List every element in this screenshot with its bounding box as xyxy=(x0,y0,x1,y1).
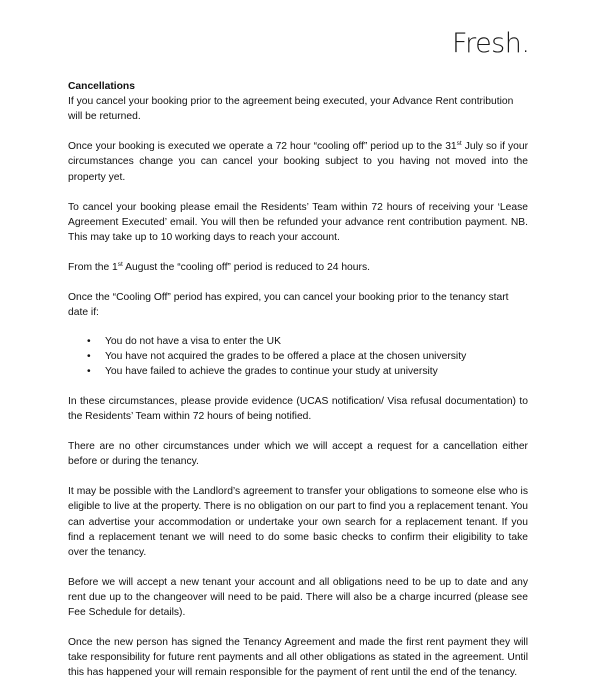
ordinal-suffix: st xyxy=(456,140,462,148)
section-heading: Cancellations xyxy=(68,81,135,92)
paragraph-cancel-email: To cancel your booking please email the Residents’ Team within 72 hours of receiving your ‘Lease Agreement Executed’ email. You will then be refunded your advance rent contribution payment. NB. This may take up to 10 working days to reach your account. xyxy=(68,201,528,243)
paragraph-text: August the “cooling off” period is reduced to 24 hours. xyxy=(122,262,370,274)
list-item-text: You do not have a visa to enter the UK xyxy=(105,335,281,347)
bullet-icon: • xyxy=(87,365,91,377)
paragraph-text: From the 1 xyxy=(68,262,118,274)
document-body xyxy=(68,79,528,696)
paragraph-no-other: There are no other circumstances under which we will accept a request for a cancellation either before or during the tenancy. xyxy=(68,441,528,468)
conditions-list xyxy=(68,334,528,379)
fresh-logo: Fresh. xyxy=(452,28,530,59)
list-item-text: You have failed to achieve the grades to continue your study at university xyxy=(105,365,438,377)
paragraph-text: Once your booking is executed we operate a 72 hour “cooling off” period up to the 31 xyxy=(68,141,457,153)
paragraph-new-tenant: Before we will accept a new tenant your account and all obligations need to be up to date and any rent due up to the changeover will need to be paid. There will also be a charge incurred (please see Fee Schedule for details). xyxy=(68,576,528,619)
bullet-icon: • xyxy=(87,350,91,362)
paragraph-august xyxy=(68,260,528,275)
paragraph-advance-rent: If you cancel your booking prior to the agreement being executed, your Advance Rent contribution will be returned. xyxy=(68,96,514,123)
paragraph-expired: Once the “Cooling Off” period has expired, you can cancel your booking prior to the tenancy start date if: xyxy=(68,292,509,319)
ordinal-suffix: st xyxy=(117,261,123,269)
list-item xyxy=(68,334,528,349)
bullet-icon: • xyxy=(87,335,91,347)
paragraph-evidence: In these circumstances, please provide evidence (UCAS notification/ Visa refusal documentation) to the Residents’ Team within 72 hours of being notified. xyxy=(68,395,528,422)
paragraph-responsibility: Once the new person has signed the Tenancy Agreement and made the first rent payment they will take responsibility for future rent payments and all other obligations as stated in the agreement. Until this has happened your will remain responsible for the payment of rent until the end of the tenancy. xyxy=(68,637,528,679)
paragraph-cooling-off xyxy=(68,139,528,184)
list-item xyxy=(68,349,528,364)
paragraph-text: July so if your circumstances change you can cancel your booking subject to you having not moved into the property yet. xyxy=(68,141,528,183)
list-item xyxy=(68,364,528,379)
paragraph-transfer: It may be possible with the Landlord’s agreement to transfer your obligations to someone else who is eligible to live at the property. There is no obligation on our part to find you a replacement tenant. You can advertise your accommodation or undertake your own search for a replacement tenant. If you find a replacement tenant we will need to do some basic checks to confirm their eligibility to take over the tenancy. xyxy=(68,486,528,558)
list-item-text: You have not acquired the grades to be offered a place at the chosen university xyxy=(105,350,467,362)
